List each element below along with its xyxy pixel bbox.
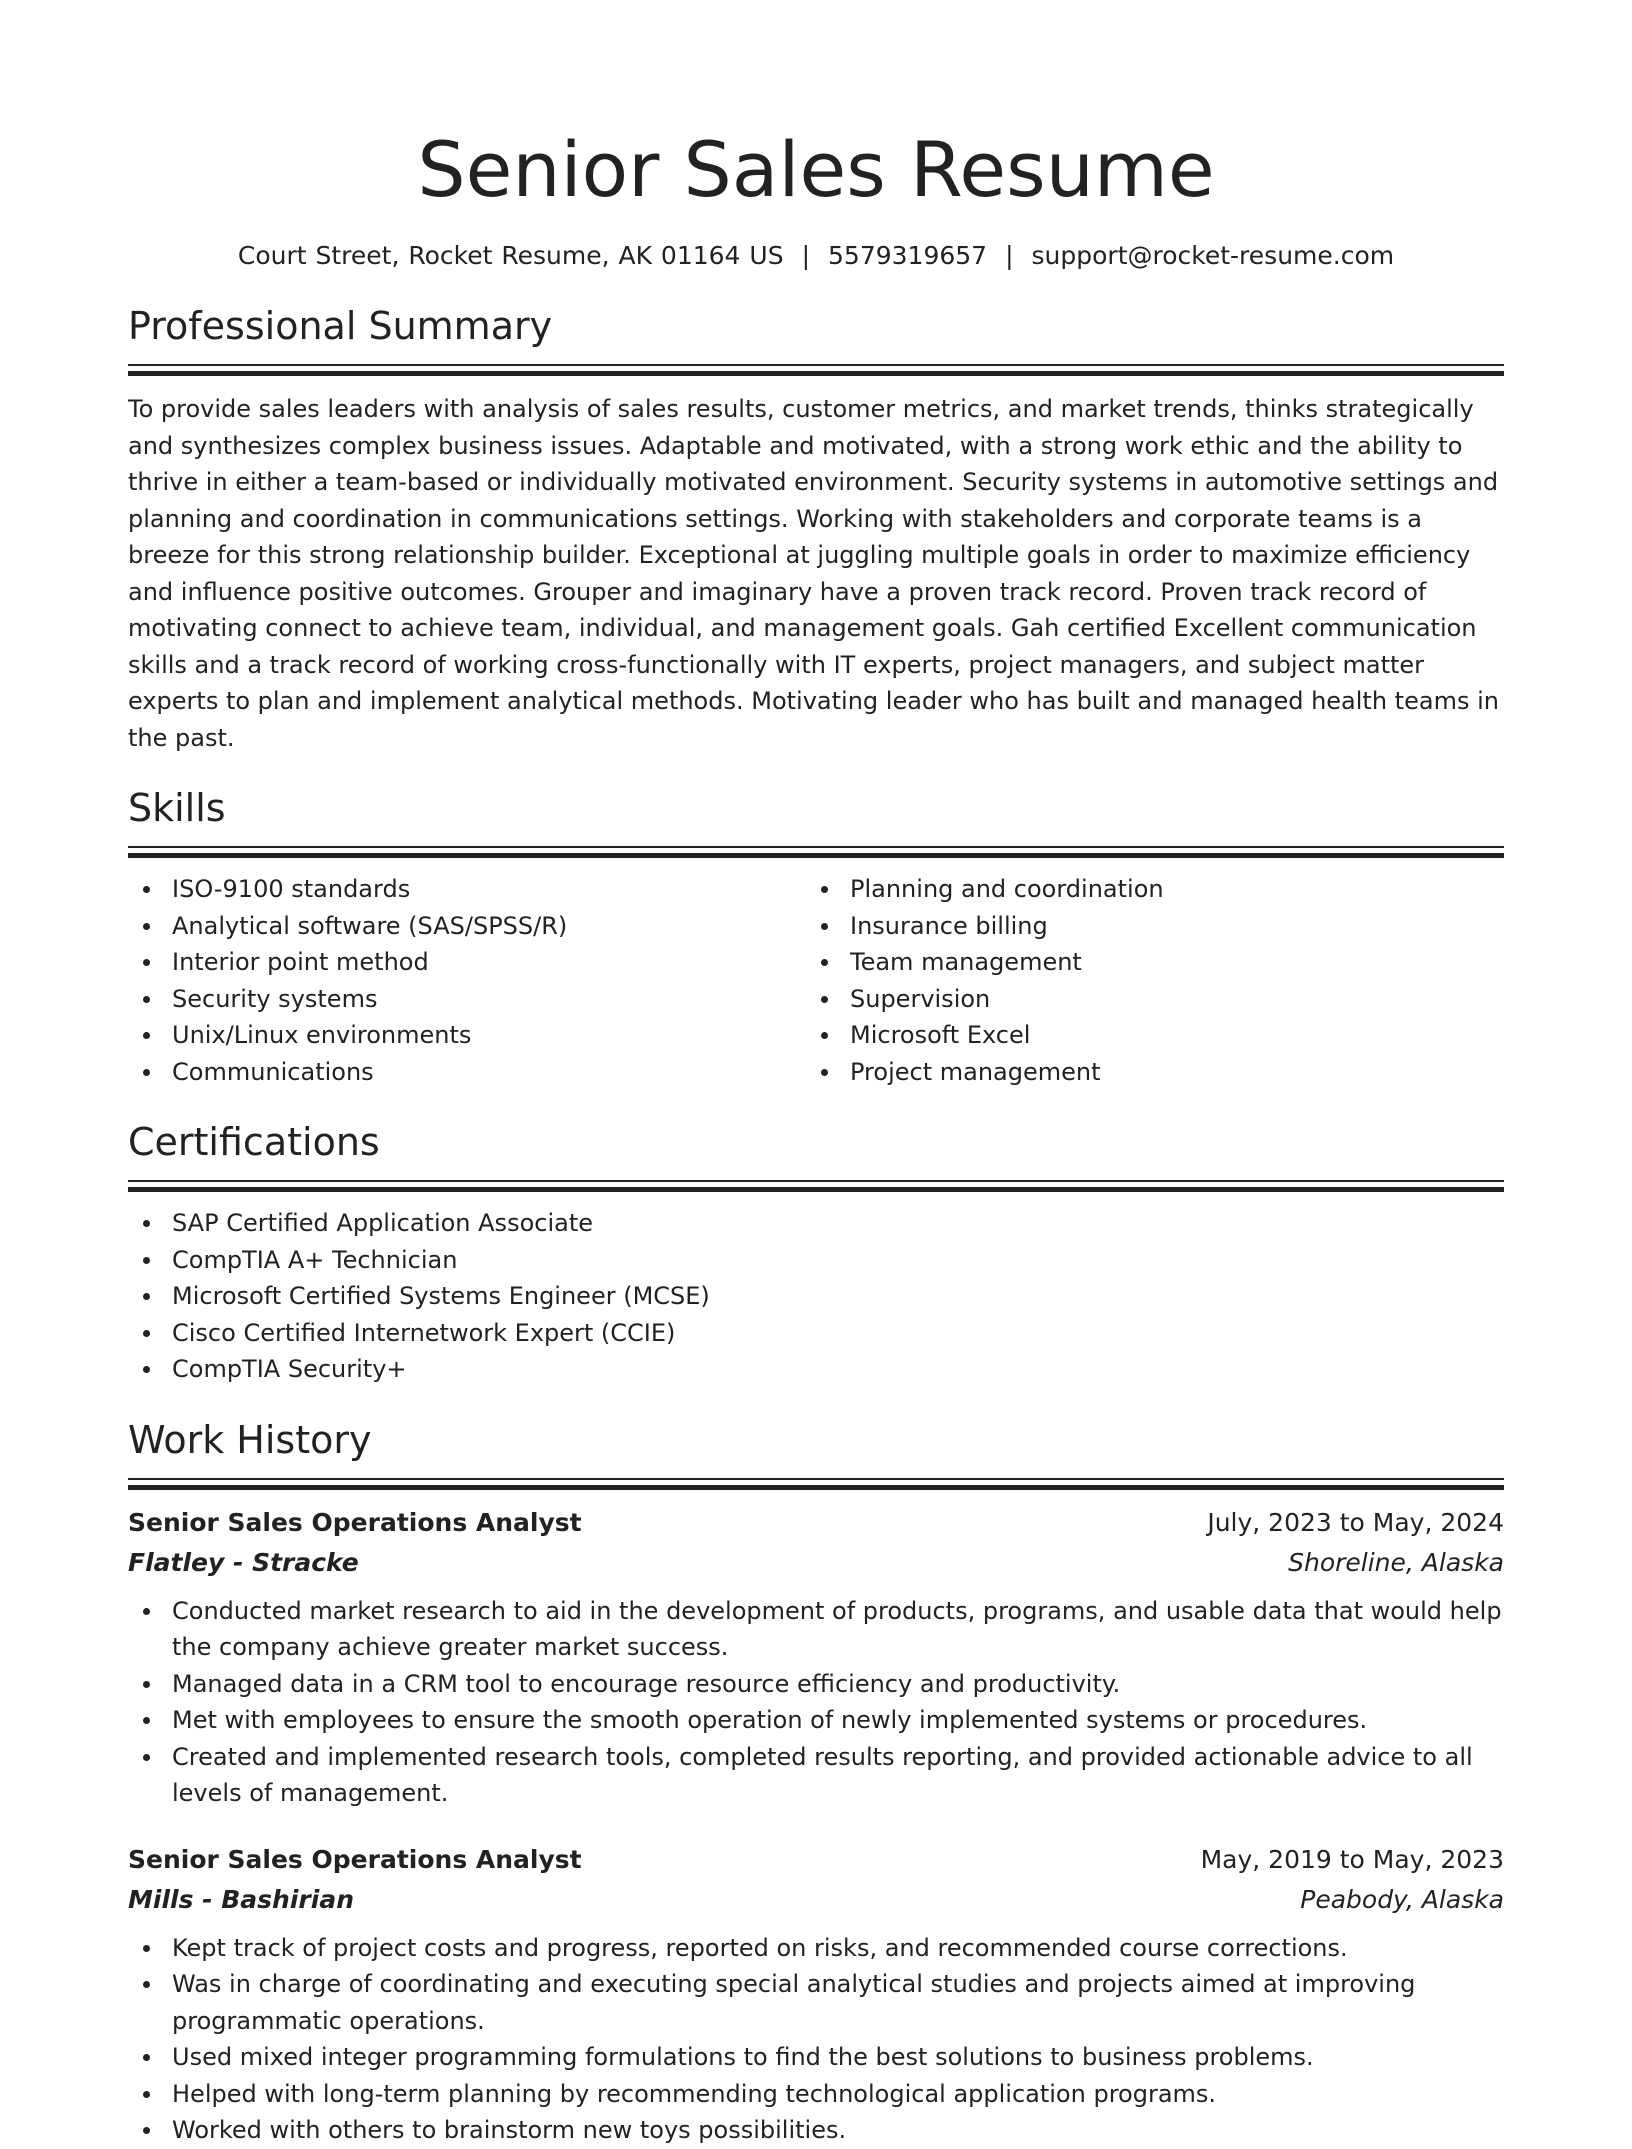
job-bullet: Kept track of project costs and progress, reported on risks, and recommended course corrections. bbox=[128, 1930, 1504, 1967]
certification-item: CompTIA Security+ bbox=[128, 1351, 1504, 1388]
skill-item: Project management bbox=[806, 1054, 1484, 1091]
contact-line bbox=[128, 240, 1504, 272]
skill-item: Unix/Linux environments bbox=[128, 1017, 806, 1054]
job-location: Peabody, Alaska bbox=[1300, 1884, 1504, 1914]
skill-item: Interior point method bbox=[128, 944, 806, 981]
skills-list-right bbox=[806, 871, 1484, 1090]
contact-email: support@rocket-resume.com bbox=[1031, 241, 1395, 270]
section-divider bbox=[128, 364, 1504, 377]
skill-item: Communications bbox=[128, 1054, 806, 1091]
summary-section bbox=[128, 302, 1504, 756]
certification-item: CompTIA A+ Technician bbox=[128, 1242, 1504, 1279]
section-divider bbox=[128, 1180, 1504, 1193]
job-company: Mills - Bashirian bbox=[128, 1884, 354, 1914]
skills-columns bbox=[128, 871, 1504, 1090]
job-bullet: Helped with long-term planning by recommending technological application programs. bbox=[128, 2076, 1504, 2113]
job-bullet: Met with employees to ensure the smooth operation of newly implemented systems or procedures. bbox=[128, 1702, 1504, 1739]
job-bullet: Managed data in a CRM tool to encourage resource efficiency and productivity. bbox=[128, 1666, 1504, 1703]
job-title: Senior Sales Operations Analyst bbox=[128, 1844, 582, 1874]
contact-phone: 5579319657 bbox=[828, 241, 988, 270]
job-bullet: Conducted market research to aid in the development of products, programs, and usable data that would help the company achieve greater market success. bbox=[128, 1593, 1504, 1666]
skill-item: Insurance billing bbox=[806, 908, 1484, 945]
section-title-summary: Professional Summary bbox=[128, 304, 553, 348]
job-header-row bbox=[128, 1840, 1504, 1880]
resume-title: Senior Sales Resume bbox=[417, 125, 1215, 214]
job-location: Shoreline, Alaska bbox=[1288, 1547, 1504, 1577]
job-header-row bbox=[128, 1503, 1504, 1543]
section-title-work-history: Work History bbox=[128, 1417, 372, 1462]
job-company-row bbox=[128, 1880, 1504, 1920]
job-bullet-list bbox=[128, 1593, 1504, 1812]
certifications-list bbox=[128, 1205, 1504, 1388]
certification-item: Cisco Certified Internetwork Expert (CCIE) bbox=[128, 1315, 1504, 1352]
skills-section bbox=[128, 784, 1504, 1090]
skill-item: Analytical software (SAS/SPSS/R) bbox=[128, 908, 806, 945]
job-bullet-list bbox=[128, 1930, 1504, 2149]
skill-item: Team management bbox=[806, 944, 1484, 981]
skill-item: Planning and coordination bbox=[806, 871, 1484, 908]
contact-separator: | bbox=[801, 241, 811, 270]
contact-separator: | bbox=[1005, 241, 1014, 270]
skills-list-left bbox=[128, 871, 806, 1090]
job-bullet: Used mixed integer programming formulations to find the best solutions to business problems. bbox=[128, 2039, 1504, 2076]
certifications-section bbox=[128, 1118, 1504, 1388]
job-dates: July, 2023 to May, 2024 bbox=[1207, 1507, 1504, 1537]
work-history-section bbox=[128, 1416, 1504, 2149]
certification-item: Microsoft Certified Systems Engineer (MCSE) bbox=[128, 1278, 1504, 1315]
section-title-certifications: Certifications bbox=[128, 1120, 380, 1164]
contact-address: Court Street, Rocket Resume, AK 01164 US bbox=[237, 241, 784, 270]
job-dates: May, 2019 to May, 2023 bbox=[1200, 1844, 1504, 1874]
certification-item: SAP Certified Application Associate bbox=[128, 1205, 1504, 1242]
job-title: Senior Sales Operations Analyst bbox=[128, 1507, 582, 1537]
job-bullet: Created and implemented research tools, completed results reporting, and provided actionable advice to all levels of management. bbox=[128, 1739, 1504, 1812]
job-bullet: Worked with others to brainstorm new toys possibilities. bbox=[128, 2112, 1504, 2149]
job-entry bbox=[128, 1503, 1504, 1812]
job-company: Flatley - Stracke bbox=[128, 1547, 359, 1577]
skill-item: Supervision bbox=[806, 981, 1484, 1018]
skill-item: Microsoft Excel bbox=[806, 1017, 1484, 1054]
section-title-skills: Skills bbox=[128, 786, 226, 830]
job-company-row bbox=[128, 1543, 1504, 1583]
job-bullet: Was in charge of coordinating and executing special analytical studies and projects aimed at improving programmatic operations. bbox=[128, 1966, 1504, 2039]
section-divider bbox=[128, 846, 1504, 859]
summary-text: To provide sales leaders with analysis of sales results, customer metrics, and market trends, thinks strategically and synthesizes complex business issues. Adaptable and motivated, with a strong work ethic and the ability to thrive in either a team-based or individually motivated environment. Security systems in automotive settings and planning and coordination in communications settings. Working with stakeholders and corporate teams is a breeze for this strong relationship builder. Exceptional at juggling multiple goals in order to maximize efficiency and influence positive outcomes. Grouper and imaginary have a proven track record. Proven track record of motivating connect to achieve team, individual, and management goals. Gah certified Excellent communication skills and a track record of working cross-functionally with IT experts, project managers, and subject matter experts to plan and implement analytical methods. Motivating leader who has built and managed health teams in the past. bbox=[128, 395, 1499, 752]
job-entry bbox=[128, 1840, 1504, 2149]
skill-item: ISO-9100 standards bbox=[128, 871, 806, 908]
section-divider bbox=[128, 1478, 1504, 1491]
skill-item: Security systems bbox=[128, 981, 806, 1018]
